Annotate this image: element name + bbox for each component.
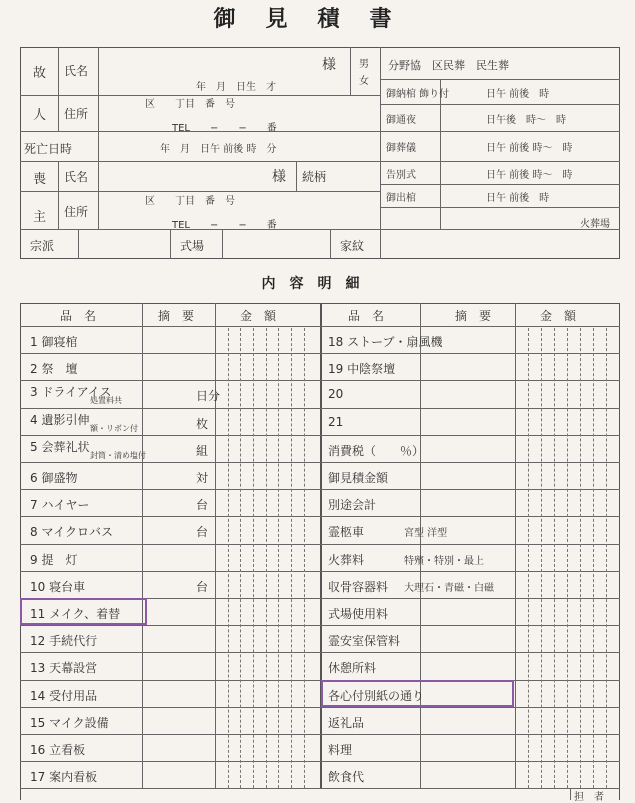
left-item-label: 10 寝台車 [30, 579, 86, 594]
right-item-extra: 特殯・特別・最上 [404, 555, 484, 567]
right-item-label: 火葬料 [328, 552, 365, 567]
deceased-label-2: 人 [33, 108, 47, 123]
right-item-label: 御見積金額 [328, 471, 389, 485]
left-item-unit: 対 [196, 471, 209, 485]
right-item-label: 別途会計 [328, 498, 377, 513]
mourner-label-2: 主 [33, 210, 47, 225]
left-item-label: 15 マイク設備 [30, 715, 109, 730]
section-title: 内容明細 [261, 276, 374, 292]
right-item-label: 19 中陰祭壇 [328, 362, 396, 377]
right-item-label: 霊安室保管料 [328, 634, 401, 649]
left-item-unit: 枚 [196, 416, 209, 431]
deceased-label-1: 故 [33, 66, 47, 81]
left-item-label: 14 受付用品 [30, 688, 98, 703]
sect-label: 宗派 [30, 239, 55, 253]
left-item-unit: 台 [196, 525, 209, 540]
left-item-label: 12 手続代行 [30, 634, 98, 649]
left-item-note: 処置料共 [90, 396, 122, 406]
right-item-label: 料理 [328, 743, 353, 757]
left-item-label: 16 立看板 [30, 743, 86, 757]
mourner-label-1: 喪 [33, 172, 47, 187]
left-item-label: 2 祭 壇 [30, 362, 78, 377]
mourner-name-label: 氏名 [64, 170, 89, 184]
deceased-tel-line: TEL − − 番 [172, 123, 277, 134]
left-item-unit: 台 [196, 579, 209, 594]
gender-female: 女 [359, 76, 369, 87]
death-label: 死亡日時 [24, 142, 73, 156]
venue-label: 式場 [180, 239, 205, 253]
schedule-label: 御通夜 [386, 114, 416, 126]
col-summary-left: 摘 要 [158, 309, 195, 323]
right-item-extra: 宮型 洋型 [404, 528, 448, 540]
schedule-time: 日午 前後 時〜 時 [486, 143, 573, 154]
left-item-label: 11 メイク、着替 [30, 607, 121, 621]
right-item-label: 消費税（ ％） [328, 443, 425, 458]
schedule-label: 御納棺 飾り付 [386, 88, 450, 100]
deceased-address-label: 住所 [64, 107, 89, 121]
left-item-label: 1 御寝棺 [30, 335, 78, 349]
left-item-label: 5 会葬礼状 [30, 439, 90, 454]
death-line: 年 月 日午 前後 時 分 [160, 144, 277, 155]
deceased-name-label: 氏名 [64, 64, 89, 78]
right-item-label: 収骨容器料 [328, 579, 389, 594]
deceased-sama: 様 [322, 57, 336, 73]
col-summary-right: 摘 要 [455, 309, 492, 323]
right-item-label: 休憩所料 [328, 661, 377, 676]
schedule-time: 日午 前後 時〜 時 [486, 169, 573, 181]
right-item-extra: 大理石・青磁・白磁 [404, 582, 494, 594]
right-item-label: 各心付別紙の通り [328, 688, 425, 703]
left-item-label: 3 ドライアイス [30, 385, 112, 400]
family-crest-label: 家紋 [340, 239, 365, 253]
staff-label: 担 者 [574, 792, 604, 803]
left-item-note: 額・リボン付 [90, 423, 138, 433]
schedule-time: 日午 前後 時 [486, 88, 550, 100]
left-item-unit: 日分 [196, 389, 221, 404]
schedule-label: 告別式 [386, 169, 416, 181]
gender-male: 男 [359, 59, 369, 70]
col-amount-left: 金 額 [240, 309, 277, 323]
left-item-label: 17 案内看板 [30, 770, 98, 785]
left-item-label: 4 遺影引伸 [30, 412, 90, 427]
right-item-label: 霊柩車 [328, 525, 365, 540]
left-item-label: 7 ハイヤー [30, 498, 90, 513]
highlight-makeup [20, 598, 147, 625]
schedule-time: 日午後 時〜 時 [486, 114, 566, 126]
left-item-unit: 台 [196, 498, 209, 513]
right-item-label: 式場使用料 [328, 607, 389, 621]
relation-label: 続柄 [302, 170, 327, 184]
schedule-label: 御出棺 [386, 192, 416, 204]
left-item-label: 9 提 灯 [30, 552, 78, 567]
deceased-address-line: 区 丁目 番 号 [145, 99, 235, 110]
right-item-label: 20 [328, 387, 344, 402]
col-amount-right: 金 額 [540, 309, 577, 323]
left-item-label: 13 天幕設営 [30, 661, 98, 676]
mourner-address-line: 区 丁目 番 号 [145, 196, 235, 207]
right-item-label: 21 [328, 414, 344, 429]
document-title: 御見積書 [213, 6, 422, 32]
mourner-sama: 様 [272, 169, 286, 185]
mourner-address-label: 住所 [64, 205, 89, 219]
left-item-note: 封筒・清め塩付 [90, 450, 146, 460]
left-item-label: 8 マイクロバス [30, 525, 113, 540]
schedule-time: 日午 前後 時 [486, 192, 550, 204]
right-item-label: 18 ストーブ・扇風機 [328, 335, 443, 349]
cremation-label: 火葬場 [580, 219, 610, 230]
highlight-tips [321, 680, 514, 707]
col-item-right: 品 名 [348, 309, 385, 323]
right-item-label: 返礼品 [328, 715, 365, 730]
left-item-unit: 組 [196, 443, 209, 458]
mourner-tel-line: TEL − − 番 [172, 220, 277, 231]
deceased-birth: 年 月 日生 才 [196, 82, 276, 93]
col-item-left: 品 名 [60, 309, 97, 323]
left-item-label: 6 御盛物 [30, 471, 78, 485]
funeral-type-options: 分野協 区民葬 民生葬 [388, 59, 509, 72]
right-item-label: 飲食代 [328, 770, 365, 785]
schedule-label: 御葬儀 [386, 143, 416, 154]
